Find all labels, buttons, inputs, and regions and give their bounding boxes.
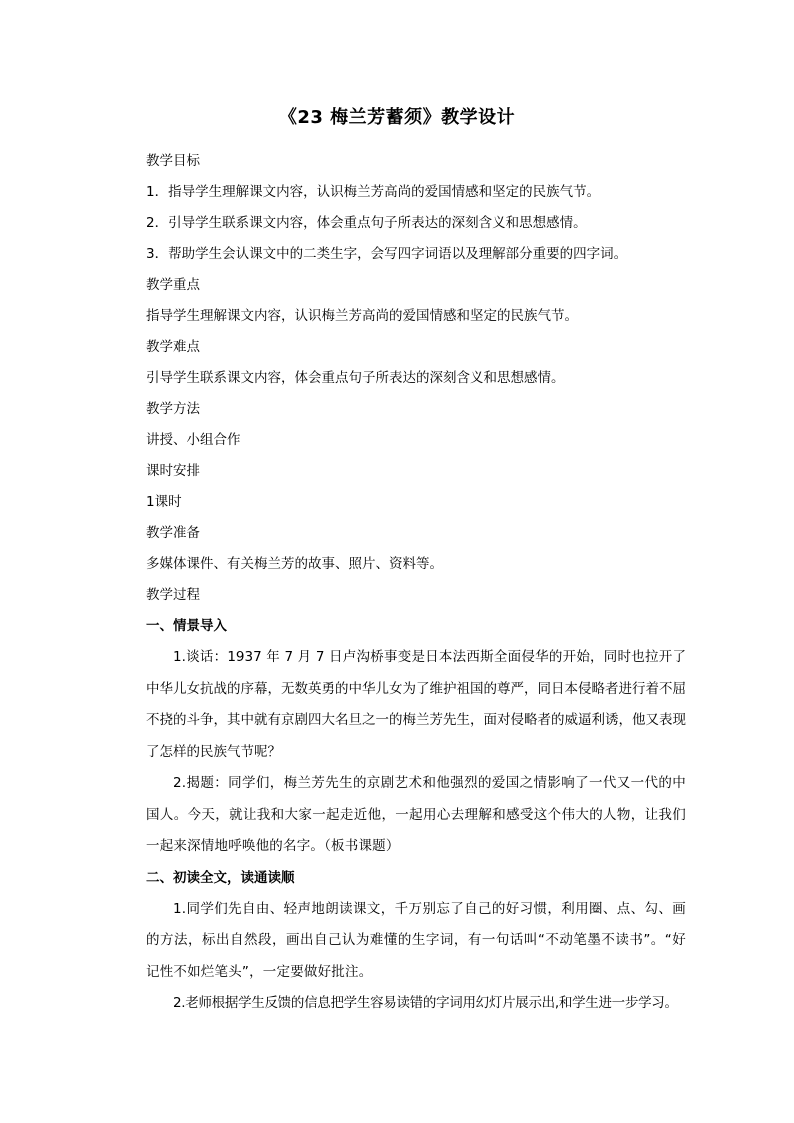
objective-item-3: 3．帮助学生会认课文中的二类生字，会写四字词语以及理解部分重要的四字词。 [146,246,628,262]
schedule-text: 1课时 [146,494,182,510]
document-title: 《23 梅兰芳蓄须》教学设计 [278,107,516,128]
objective-item-2: 2．引导学生联系课文内容，体会重点句子所表达的深刻含义和思想感情。 [146,215,587,231]
section-heading-key-points: 教学重点 [146,277,200,293]
section-heading-process: 教学过程 [146,587,200,603]
section-heading-objectives: 教学目标 [146,153,200,169]
process-step-2-paragraph-2: 2.老师根据学生反馈的信息把学生容易读错的字词用幻灯片展示出,和学生进一步学习。 [173,995,678,1011]
section-heading-preparation: 教学准备 [146,525,200,541]
process-step-1-paragraph-1: 1.谈话：1937 年 7 月 7 日卢沟桥事变是日本法西斯全面侵华的开始，同时也拉开了中华儿女抗战的序幕，无数英勇的中华儿女为了维护祖国的尊严，同日本侵略者进行着不屈不挠的斗争，其中就有京剧四大名旦之一的梅兰芳先生，面对侵略者的威逼利诱，他又表现了怎样的民族气节呢？ [146,649,686,760]
section-heading-difficulties: 教学难点 [146,339,200,355]
process-step-2-paragraph-1: 1.同学们先自由、轻声地朗读课文，千万别忘了自己的好习惯，利用圈、点、勾、画的方法，标出自然段，画出自己认为难懂的生字词，有一句话叫“不动笔墨不读书”。“好记性不如烂笔头”，一定要做好批注。 [146,900,686,980]
methods-text: 讲授、小组合作 [146,432,241,448]
process-step-2-heading: 二、初读全文，读通读顺 [146,869,295,886]
process-step-1-paragraph-2: 2.揭题：同学们，梅兰芳先生的京剧艺术和他强烈的爱国之情影响了一代又一代的中国人。今天，就让我和大家一起走近他，一起用心去理解和感受这个伟大的人物，让我们一起来深情地呼唤他的名字。（板书课题） [146,775,686,854]
process-step-1-heading: 一、情景导入 [146,618,227,634]
section-heading-methods: 教学方法 [146,401,200,417]
section-heading-schedule: 课时安排 [146,463,200,479]
preparation-text: 多媒体课件、有关梅兰芳的故事、照片、资料等。 [146,556,443,572]
difficulties-text: 引导学生联系课文内容，体会重点句子所表达的深刻含义和思想感情。 [146,370,565,386]
objective-item-1: 1．指导学生理解课文内容，认识梅兰芳高尚的爱国情感和坚定的民族气节。 [146,184,601,200]
key-points-text: 指导学生理解课文内容，认识梅兰芳高尚的爱国情感和坚定的民族气节。 [146,308,578,324]
document-body [146,146,686,1020]
